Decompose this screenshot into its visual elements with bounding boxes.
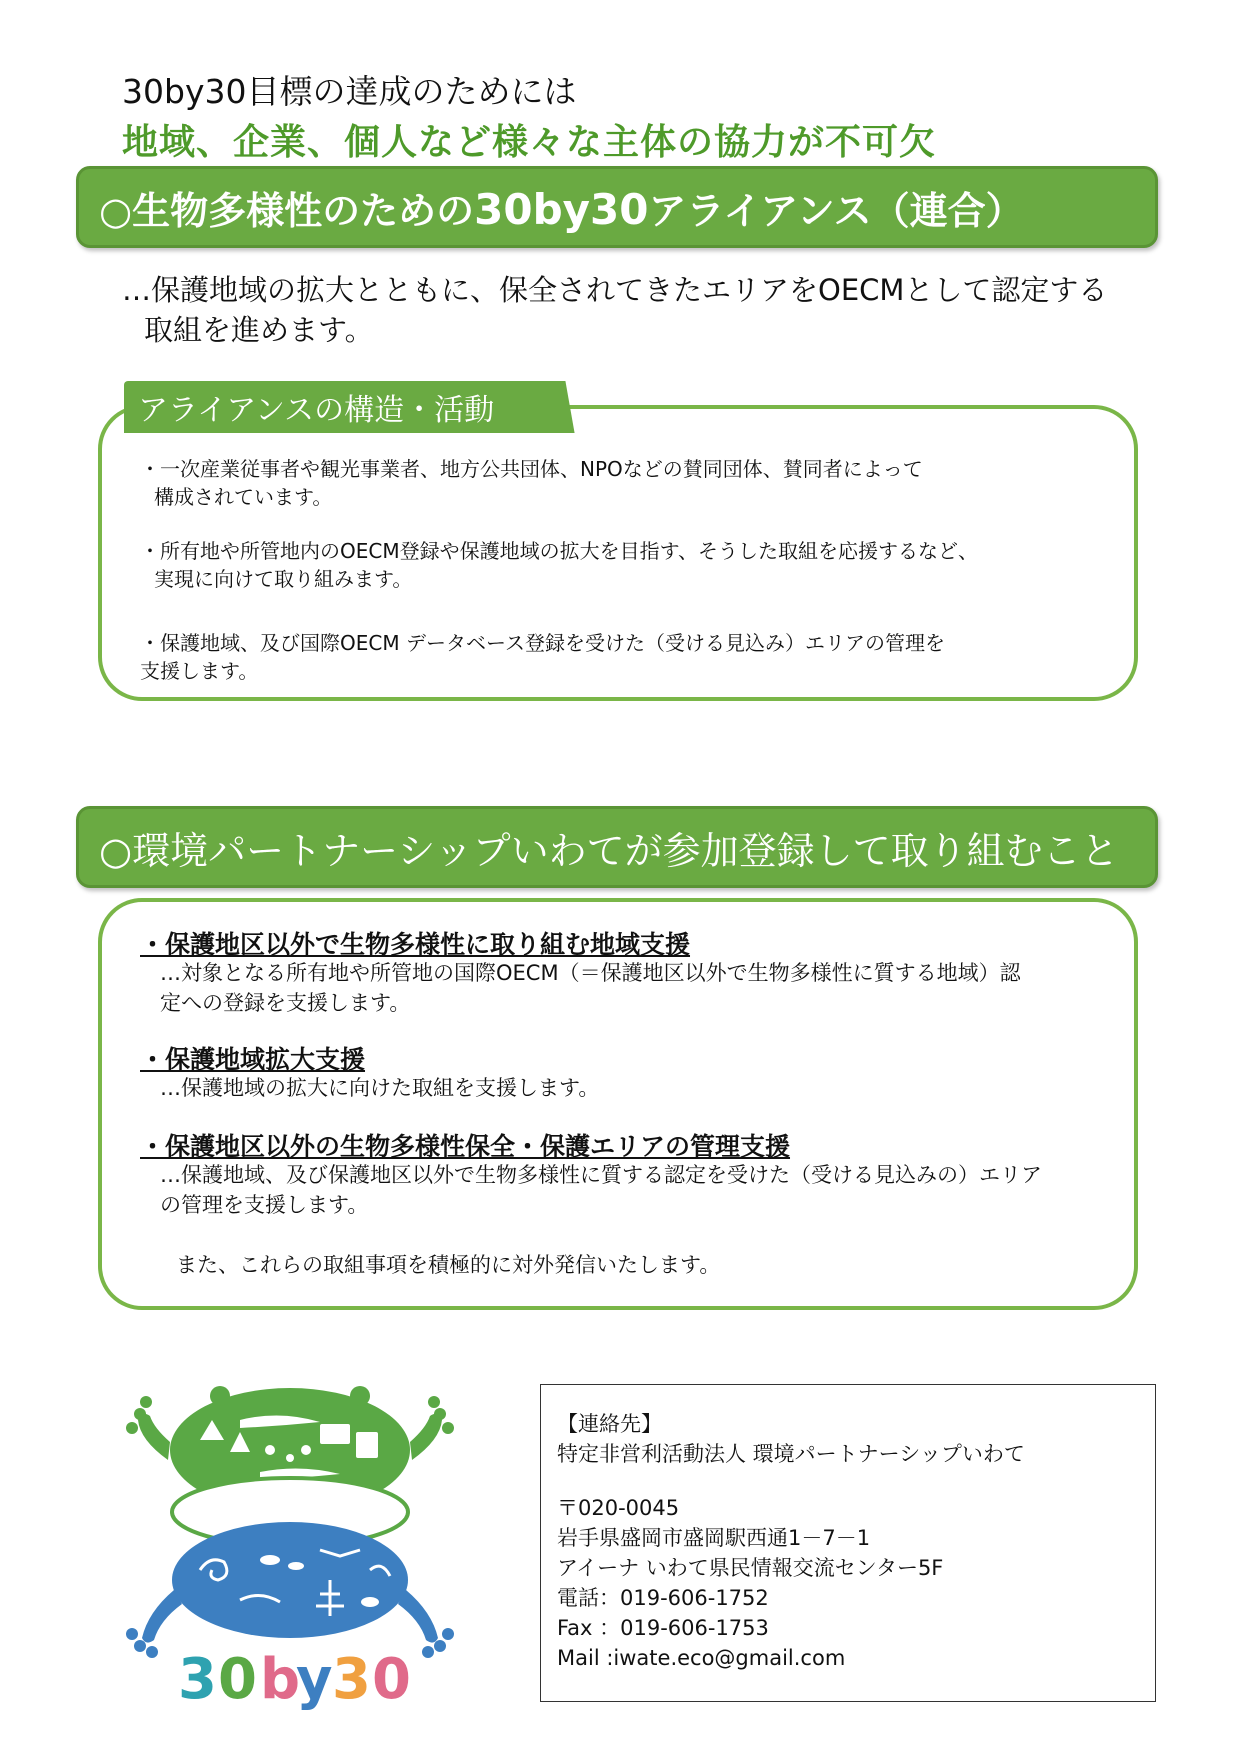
alliance-heading-banner <box>76 166 1158 248</box>
contact-address2: アイーナ いわて県民情報交流センター5F <box>557 1556 944 1580</box>
partnership-closing: また、これらの取組事項を積極的に対外発信いたします。 <box>176 1253 721 1277</box>
alliance-heading <box>79 180 1024 235</box>
contact-org: 特定非営利活動法人 環境パートナーシップいわて <box>557 1442 1025 1466</box>
partnership-heading: ○環境パートナーシップいわてが参加登録して取り組むこと <box>99 828 1119 873</box>
contact-address1: 岩手県盛岡市盛岡駅西通1－7－1 <box>557 1526 871 1550</box>
frog-eye-left <box>210 1386 230 1406</box>
partnership-item-text <box>160 1160 1042 1220</box>
partnership-item-title: ・保護地区以外で生物多様性に取り組む地域支援 <box>140 930 691 959</box>
alliance-heading-number: 30by30 <box>474 184 649 234</box>
logo-char: 3 <box>178 1647 217 1710</box>
logo-char: 0 <box>218 1647 257 1710</box>
frog-blue-body <box>172 1522 408 1638</box>
contact-postal: 〒020-0045 <box>557 1496 680 1520</box>
alliance-desc-line1: …保護地域の拡大とともに、保全されてきたエリアをOECMとして認定する <box>122 273 1108 307</box>
contact-box <box>540 1384 1156 1702</box>
logo-char: 3 <box>332 1647 371 1710</box>
bullet-line2: 実現に向けて取り組みます。 <box>154 567 413 591</box>
contact-label: 【連絡先】 <box>557 1412 662 1436</box>
bullet-line1: ・保護地域、及び国際OECM データベース登録を受けた（受ける見込み）エリアの管理を <box>140 631 945 655</box>
contact-mail-link[interactable]: Mail :iwate.eco@gmail.com <box>557 1646 846 1670</box>
contact-fax: Fax ：019-606-1753 <box>557 1616 769 1640</box>
frog-eye-right <box>350 1386 370 1406</box>
item-line1: …保護地域、及び保護地区以外で生物多様性に質する認定を受けた（受ける見込みの）エリア <box>160 1163 1042 1187</box>
contact-tel: 電話：019-606-1752 <box>557 1586 769 1610</box>
item-line1: …対象となる所有地や所管地の国際OECM（＝保護地区以外で生物多様性に質する地域）認 <box>160 961 1021 985</box>
logo-char: b <box>260 1647 301 1710</box>
alliance-description <box>122 270 1107 350</box>
alliance-bullet <box>140 537 978 593</box>
alliance-desc-line2: 取組を進めます。 <box>144 313 374 347</box>
logo-30by30-text <box>178 1647 411 1710</box>
intro-line1: 30by30目標の達成のためには <box>122 72 577 111</box>
alliance-bullet <box>140 629 945 685</box>
item-line2: の管理を支援します。 <box>160 1193 369 1217</box>
intro-line2: 地域、企業、個人など様々な主体の協力が不可欠 <box>122 122 937 163</box>
partnership-heading-banner <box>76 806 1158 888</box>
item-line2: 定への登録を支援します。 <box>160 991 411 1015</box>
alliance-bullet <box>140 455 923 511</box>
bullet-line1: ・所有地や所管地内のOECM登録や保護地域の拡大を目指す、そうした取組を応援するなど、 <box>140 539 978 563</box>
partnership-item-text <box>160 958 1021 1018</box>
bullet-line2: 支援します。 <box>140 659 259 683</box>
alliance-heading-suffix: アライアンス（連合） <box>648 188 1024 233</box>
partnership-item-title: ・保護地域拡大支援 <box>140 1045 366 1074</box>
30by30-frog-logo <box>120 1380 460 1710</box>
bullet-line2: 構成されています。 <box>154 485 333 509</box>
item-line1: …保護地域の拡大に向けた取組を支援します。 <box>160 1076 600 1100</box>
alliance-structure-tab: アライアンスの構造・活動 <box>124 381 562 433</box>
alliance-heading-prefix: ○生物多様性のための <box>99 188 475 233</box>
logo-char: 0 <box>372 1647 411 1710</box>
bullet-line1: ・一次産業従事者や観光事業者、地方公共団体、NPOなどの賛同団体、賛同者によって <box>140 457 923 481</box>
partnership-item-title: ・保護地区以外の生物多様性保全・保護エリアの管理支援 <box>140 1132 791 1161</box>
logo-char: y <box>296 1647 333 1710</box>
partnership-item-text <box>160 1073 599 1103</box>
